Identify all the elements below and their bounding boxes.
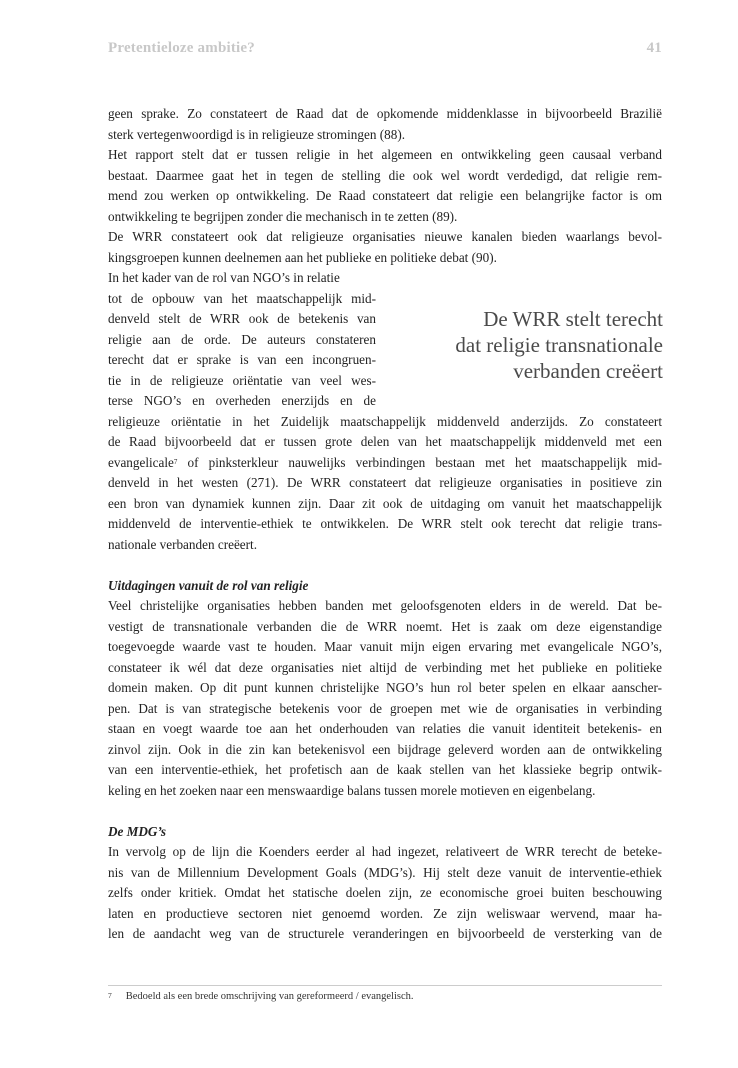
footnote-reference: 7 [173,457,178,466]
text-line: bestaat. Daarmee gaat het in tegen de stelling die ook wel wordt verdedigd, dat religie rem- [108,167,662,183]
running-header-title: Pretentieloze ambitie? [108,40,255,56]
text-line: van een interventie-ethiek, het profetisch aan de kaak stellen van het klassieke begrip ontwik- [108,762,662,777]
text-line: sterk vertegenwoordigd is in religieuze stromingen (88). [108,126,406,142]
pull-quote [405,306,663,384]
pull-quote-line: dat religie transnationale [455,333,663,357]
text-span: of pinksterkleur nauwelijks verbindingen bestaan met het maatschappelijk mid- [177,454,662,470]
section-heading: De MDG’s [108,823,166,839]
section-heading: Uitdagingen vanuit de rol van religie [108,577,309,593]
page-number: 41 [646,40,662,56]
text-line: De WRR constateert ook dat religieuze organisaties nieuwe kanalen bieden waarlangs bevol- [108,229,662,244]
text-line: nationale verbanden creëert. [108,536,258,552]
text-line: Het rapport stelt dat er tussen religie in het algemeen en ontwikkeling geen causaal verband [108,147,662,162]
body-text [108,104,662,945]
text-span: evangelicale [108,454,174,470]
text-line: nis van de Millennium Development Goals (MDG’s). Hij stelt deze vanuit de interventie-ethiek [108,864,662,880]
footnote [108,991,414,1002]
text-line: denveld in het westen (271). De WRR constateert dat religieuze organisaties in positieve zin [108,475,662,490]
text-line: staan en voegt waarde toe aan het onderhouden van relaties die vanuit identiteit betekenis- en [108,721,662,736]
text-line [108,453,662,474]
text-line: In het kader van de rol van NGO’s in relatie [108,270,340,285]
pull-quote-line: verbanden creëert [513,359,663,383]
text-line: religieuze oriëntatie in het Zuidelijk maatschappelijk middenveld anderzijds. Zo constateert [108,413,662,429]
pull-quote-line: De WRR stelt terecht [483,307,663,331]
text-line: laten en productieve sectoren niet genoemd worden. Ze zijn weliswaar wervend, maar ha- [108,905,662,921]
text-line: len de aandacht weg van de structurele veranderingen en bijvoorbeeld de versterking van de [108,926,662,941]
text-line: religie aan de orde. De auteurs constateren [108,331,376,347]
text-line: terecht dat er sprake is van een incongruen- [108,352,376,367]
footnote-divider [108,985,662,986]
text-line: vestigt de transnationale verbanden die de WRR noemt. Het is zaak om deze eigenstandige [108,618,662,634]
text-line: de Raad bijvoorbeeld dat er tussen grote delen van het maatschappelijk middenveld met een [108,434,662,449]
text-line: domein maken. Op dit punt kunnen christelijke NGO’s hun rol beter spelen en elkaar aanscher- [108,680,662,695]
text-line: toegevoegde waarde vast te houden. Maar vanuit mijn eigen ervaring met evangelicale NGO’s, [108,639,662,654]
text-line: Veel christelijke organisaties hebben banden met geloofsgenoten elders in de wereld. Dat be- [108,598,662,613]
text-line: zinvol zijn. Ook in die zin kan betekenisvol een bijdrage geleverd worden aan de ontwikkeling [108,741,662,757]
footnote-mark: 7 [108,991,112,1000]
text-line: pen. Dat is van strategische betekenis voor de groepen met wie de organisaties in verbinding [108,700,662,716]
text-line: mend zou werken op ontwikkeling. De Raad constateert dat religie een belangrijke factor is om [108,188,662,203]
text-line: zelfs onder kritiek. Omdat het statische doelen zijn, ze economische groei buiten beschouwing [108,885,662,900]
text-line: tot de opbouw van het maatschappelijk mid- [108,290,376,306]
text-line: ontwikkeling te begrijpen zonder die mechanisch in te zetten (89). [108,208,458,224]
text-line: denveld stelt de WRR ook de betekenis van [108,311,376,326]
text-line: kingsgroepen kunnen deelnemen aan het publieke en politieke debat (90). [108,249,497,265]
text-line: een bron van dynamiek kunnen zijn. Daar zit ook de uitdaging om vanuit het maatschappelijk [108,495,662,511]
text-line: geen sprake. Zo constateert de Raad dat de opkomende middenklasse in bijvoorbeeld Brazilië [108,106,662,121]
text-line: middenveld de interventie-ethiek te ontwikkelen. De WRR stelt ook terecht dat religie trans- [108,516,662,531]
text-line: tie in de religieuze oriëntatie van veel wes- [108,372,376,388]
text-line: keling en het zoeken naar een menswaardige balans tussen morele motieven en eigenbelang. [108,782,596,798]
footnote-text: Bedoeld als een brede omschrijving van gereformeerd / evangelisch. [125,991,414,1002]
text-line: terse NGO’s en overheden enerzijds en de [108,393,376,408]
text-line: constateer ik wél dat deze organisaties niet altijd de verbinding met het publieke en politieke [108,659,662,675]
text-line: In vervolg op de lijn die Koenders eerder al had ingezet, relativeert de WRR terecht de beteke- [108,844,662,859]
